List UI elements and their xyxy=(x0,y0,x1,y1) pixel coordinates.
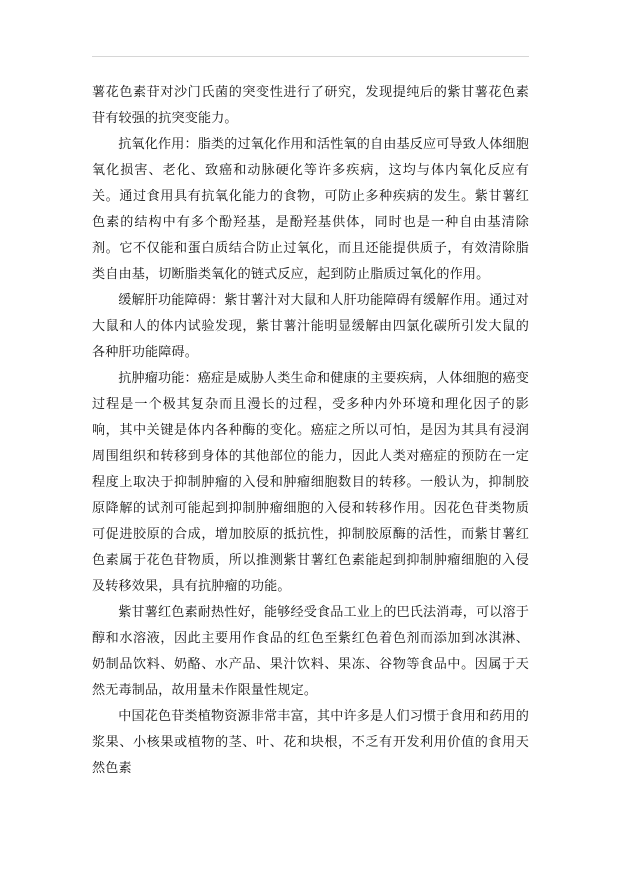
paragraph-antitumor: 抗肿瘤功能：癌症是威胁人类生命和健康的主要疾病，人体细胞的癌变过程是一个极其复杂而且漫长的过程，受多种内外环境和理化因子的影响，其中关键是体内各种酶的变化。癌症之所以可怕，是因为其具有浸润周围组织和转移到身体的其他部位的能力，因此人类对癌症的预防在一定程度上取决于抑制肿瘤的入侵和肿瘤细胞数目的转移。一般认为，抑制胶原降解的试剂可能起到抑制肿瘤细胞的入侵和转移作用。因花色苷类物质可促进胶原的合成，增加胶原的抵抗性，抑制胶原酶的活性，而紫甘薯红色素属于花色苷物质，所以推测紫甘薯红色素能起到抑制肿瘤细胞的入侵及转移效果，具有抗肿瘤的功能。 xyxy=(92,371,529,594)
document-body xyxy=(92,80,529,782)
header-rule xyxy=(92,56,529,57)
paragraph-antioxidant: 抗氧化作用：脂类的过氧化作用和活性氧的自由基反应可导致人体细胞氧化损害、老化、致癌和动脉硬化等许多疾病，这均与体内氧化反应有关。通过食用具有抗氧化能力的食物，可防止多种疾病的发生。紫甘薯红色素的结构中有多个酚羟基，是酚羟基供体，同时也是一种自由基清除剂。它不仅能和蛋白质结合防止过氧化，而且还能提供质子，有效清除脂类自由基，切断脂类氧化的链式反应，起到防止脂质过氧化的作用。 xyxy=(92,137,529,282)
paragraph-heat-stability: 紫甘薯红色素耐热性好，能够经受食品工业上的巴氏法消毒，可以溶于醇和水溶液，因此主要用作食品的红色至紫红色着色剂而添加到冰淇淋、奶制品饮料、奶酪、水产品、果汁饮料、果冻、谷物等食品中。因属于天然无毒制品，故用量未作限量性规定。 xyxy=(92,605,529,698)
paragraph-continuation: 薯花色素苷对沙门氏菌的突变性进行了研究，发现提纯后的紫甘薯花色素苷有较强的抗突变能力。 xyxy=(92,85,529,126)
paragraph-resources: 中国花色苷类植物资源非常丰富，其中许多是人们习惯于食用和药用的浆果、小核果或植物的茎、叶、花和块根，不乏有开发利用价值的食用天然色素 xyxy=(92,709,529,776)
paragraph-liver-function: 缓解肝功能障碍：紫甘薯汁对大鼠和人肝功能障碍有缓解作用。通过对大鼠和人的体内试验发现，紫甘薯汁能明显缓解由四氯化碳所引发大鼠的各种肝功能障碍。 xyxy=(92,293,529,360)
